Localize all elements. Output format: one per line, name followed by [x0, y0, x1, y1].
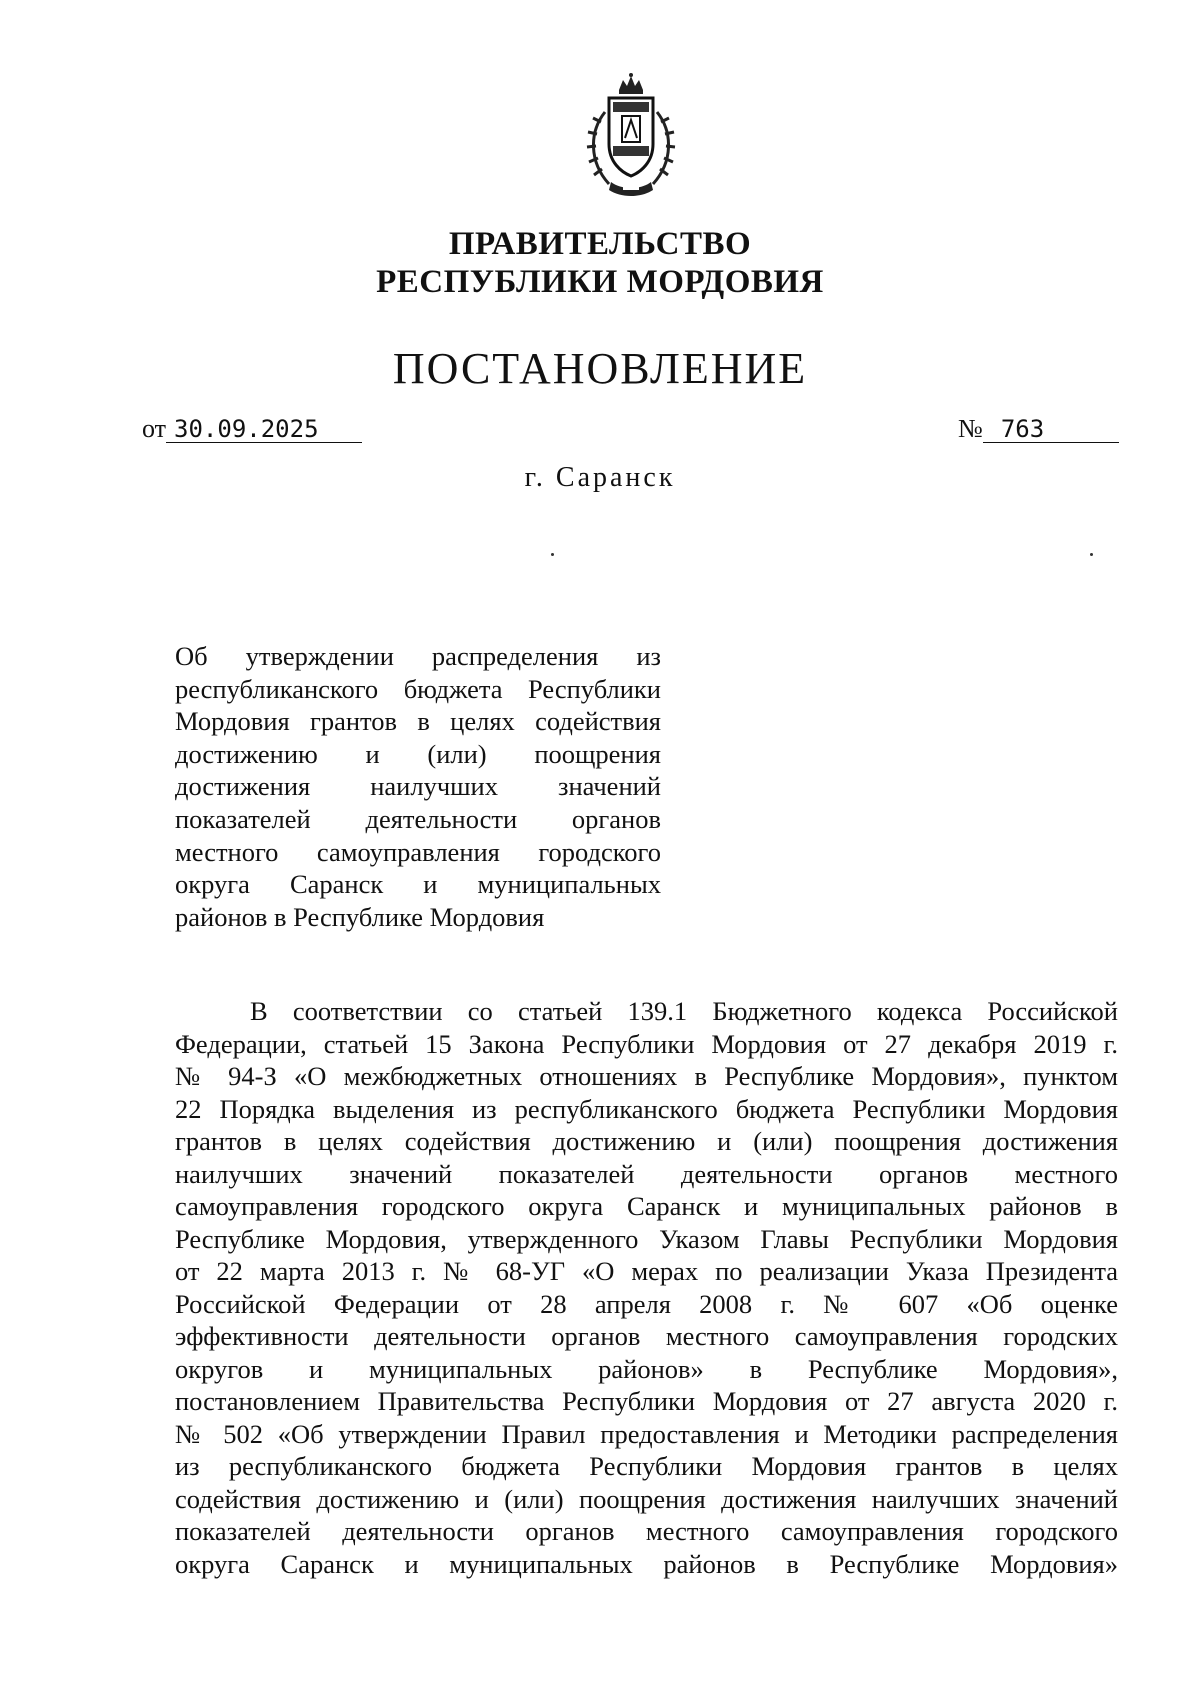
document-number: 763 — [983, 416, 1119, 443]
org-name-line-1: ПРАВИТЕЛЬСТВО — [448, 226, 752, 262]
title-line: местного самоуправления городского — [175, 836, 661, 867]
corner-mark-left — [551, 553, 554, 556]
number-prefix: № — [958, 414, 983, 443]
body-line: показателей деятельности органов местного самоуправления городского — [175, 1516, 1118, 1546]
body-line: № 94-З «О межбюджетных отношениях в Республике Мордовия», пунктом — [175, 1061, 1118, 1091]
document-city: г. Саранск — [524, 462, 676, 493]
title-line: Мордовия грантов в целях содействия — [175, 706, 661, 737]
title-line: округа Саранск и муниципальных — [175, 869, 661, 900]
document-body — [175, 995, 1118, 1580]
body-line: Федерации, статьей 15 Закона Республики Мордовия от 27 декабря 2019 г. — [175, 1028, 1118, 1059]
title-line: республиканского бюджета Республики — [175, 673, 661, 704]
body-line: Республике Мордовия, утвержденного Указом Главы Республики Мордовия — [175, 1223, 1118, 1254]
body-line: наилучших значений показателей деятельности органов местного — [175, 1158, 1118, 1189]
org-name-line-2: РЕСПУБЛИКИ МОРДОВИЯ — [376, 264, 824, 300]
document-title — [175, 640, 661, 933]
mordovia-coat-of-arms-icon — [575, 72, 687, 202]
body-line: грантов в целях содействия достижению и (или) поощрения достижения — [175, 1126, 1118, 1156]
body-line: Российской Федерации от 28 апреля 2008 г. № 607 «Об оценке — [175, 1288, 1118, 1319]
body-line: 22 Порядка выделения из республиканского бюджета Республики Мордовия — [175, 1093, 1118, 1124]
body-line: из республиканского бюджета Республики Мордовия грантов в целях — [175, 1451, 1118, 1481]
date-prefix: от — [142, 414, 167, 443]
body-line: В соответствии со статьей 139.1 Бюджетного кодекса Российской — [250, 996, 1118, 1026]
body-line: эффективности деятельности органов местного самоуправления городских — [175, 1321, 1118, 1351]
document-type-heading: ПОСТАНОВЛЕНИЕ — [392, 344, 808, 393]
title-line: показателей деятельности органов — [175, 803, 661, 834]
body-line: от 22 марта 2013 г. № 68-УГ «О мерах по реализации Указа Президента — [175, 1256, 1118, 1286]
document-date: 30.09.2025 — [166, 416, 362, 443]
corner-mark-right — [1090, 553, 1093, 556]
title-line: Об утверждении распределения из — [175, 641, 661, 671]
body-line: самоуправления городского округа Саранск и муниципальных районов в — [175, 1191, 1118, 1221]
body-line: содействия достижению и (или) поощрения достижения наилучших значений — [175, 1483, 1118, 1514]
body-line: № 502 «Об утверждении Правил предоставления и Методики распределения — [175, 1418, 1118, 1449]
document-number-row — [958, 414, 1119, 444]
title-line: достижению и (или) поощрения — [175, 738, 661, 769]
body-line: округов и муниципальных районов» в Республике Мордовия», — [175, 1353, 1118, 1384]
document-date-row — [142, 414, 362, 444]
title-line: районов в Республике Мордовия — [175, 901, 545, 932]
body-line: округа Саранск и муниципальных районов в Республике Мордовия» — [175, 1548, 1118, 1579]
title-line: достижения наилучших значений — [175, 771, 661, 802]
body-line: постановлением Правительства Республики Мордовия от 27 августа 2020 г. — [175, 1386, 1118, 1416]
